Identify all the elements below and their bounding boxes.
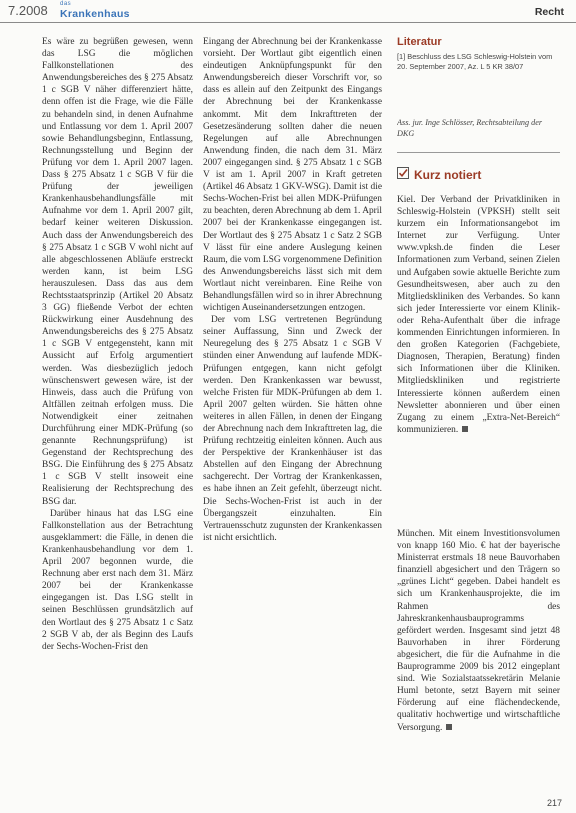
logo-main-text: Krankenhaus [60, 8, 130, 20]
news-item [397, 194, 560, 516]
section-title: Recht [534, 6, 564, 18]
news-text: München. Mit einem Investitionsvolumen von knapp 160 Mio. € hat der bayerische Ministerrat erstmals 18 neue Bauvorhaben finanziell abgesichert und den Trägern so „grünes Licht“ gegeben. Dabei handelt es sich um Krankenhausprojekte, die im Rahmen des Jahreskrankenhausbauprogramms gefördert werden. Insgesamt sind jetzt 48 Bauvorhaben in ihrer Förderung abgesichert, die für die Aufnahme in die Bauprogramme 2009 bis 2012 eingeplant sind. Wie Sozialstaatssekretärin Melanie Huml betonte, setzt Bayern mit seiner Förderung auf eine flächendeckende, qualitativ hochwertige und wirtschaftliche Versorgung. [397, 529, 560, 733]
news-heading: Kurz notiert [414, 167, 482, 182]
issue-number: 7.2008 [8, 3, 48, 18]
sidebar-column [397, 36, 560, 778]
literature-item: [1] Beschluss des LSG Schleswig-Holstein vom 20. September 2007, Az. L 5 KR 38/07 [397, 52, 553, 71]
news-text: Kiel. Der Verband der Privatkliniken in Schleswig-Holstein (VPKSH) stellt seit kurzem ein Informationsangebot im Internet zur Verfügung. Unter www.vpksh.de finden die Leser Informationen zum Verband, seinen Zielen und Aufgaben sowie aktuelle Berichte zum Gesundheitswesen, aber auch zu den Mitgliedskliniken des Verbandes. So kann sich jeder Interessierte vor einem Klinik- oder Reha-Aufenthalt über die infrage kommenden Einrichtungen informieren. In den großen Kategorien (Fachgebiete, Diagnosen, Therapien, Beratung) finden sich Informationen über die Kliniken. Mitgliedskliniken und registrierte Interessierte können außerdem einen Newsletter abonnieren und über einen Zugang zu einem „Extra-Net-Bereich“ kommunizieren. [397, 195, 560, 435]
article-author: Ass. jur. Inge Schlösser, Rechtsabteilung der DKG [397, 118, 543, 138]
logo-small-text: das [60, 1, 72, 7]
article-paragraph: Der vom LSG vertretenen Begründung seiner Auffassung, Sinn und Zweck der Neuregelung des § 275 Absatz 1 c SGB V stünden einer Anwendung auf laufende MDK-Prüfungen entgegen, kann nicht gefolgt werden. Den Krankenkassen war bewusst, welche Fristen für MDK-Prüfungen ab dem 1. April 2007 gelten würden. Sie hätten ohne weiteres in allen Fällen, in denen der Eingang der Abrechnung nach dem Inkrafttreten lag, die Prüfung rechtzeitig einleiten können. Auch aus der Perspektive der Krankenhäuser ist das Abstellen auf den Eingang der Abrechnung sachgerecht. Der Vortrag der Krankenkassen, es habe ihnen an Zeit gefehlt, überzeugt nicht. Die Sechs-Wochen-Frist ist auch in der Übergangszeit einzuhalten. Ein Vertrauensschutz zugunsten der Krankenkassen ist nicht ersichtlich. [203, 315, 382, 543]
journal-logo [60, 1, 130, 20]
article-column-1 [42, 36, 193, 778]
sidebar-divider [397, 152, 560, 153]
header-divider [0, 22, 576, 23]
page-number: 217 [546, 798, 562, 808]
literature-heading: Literatur [397, 36, 442, 48]
end-mark-icon [446, 724, 452, 730]
check-box-icon [397, 167, 409, 183]
end-mark-icon [462, 426, 468, 432]
news-item [397, 528, 560, 778]
article-paragraph: Darüber hinaus hat das LSG eine Fallkonstellation aus der Betrachtung ausgeklammert: die Fälle, in denen die Krankenhausbehandlung vor dem 1. April 2007 begonnen wurde, die Rechnung aber erst nach dem 31. März 2007 bei der Krankenkasse eingegangen ist. Das LSG stellt in seinen Beschlüssen grundsätzlich auf den Wortlaut des § 275 Absatz 1 c Satz 2 SGB V ab, der als Beginn des Laufs der Sechs-Wochen-Frist den [42, 508, 193, 652]
article-paragraph: Eingang der Abrechnung bei der Krankenkasse vorsieht. Der Wortlaut gibt eigentlich einen eindeutigen Anknüpfungspunkt für den Anwendungsbereich dieser Vorschrift vor, so dass es allein auf den Zeitpunkt des Eingangs der Abrechnung bei der Krankenkasse ankommt. Mit dem Inkrafttreten der Gesetzesänderung sollten daher die neuen Regelungen auf alle Abrechnungen Anwendung finden, die nach dem 31. März 2007 eingegangen sind. § 275 Absatz 1 c SGB V ist am 1. April 2007 in Kraft getreten (Artikel 46 Absatz 1 GKV-WSG). Damit ist die Sechs-Wochen-Frist bei allen MDK-Prüfungen zu beachten, deren Abrechnung ab dem 1. April 2007 bei der Krankenkasse eingegangen ist. Der Wortlaut des § 275 Absatz 1 c Satz 2 SGB V lässt für eine andere Auslegung keinen Raum, die vom LSG vorgenommene Definition des Anwendungsbereichs lässt sich mit dem Wortlaut nicht vereinbaren. Eine Reihe von Behandlungsfällen wird so in ihrer Abrechnung wichtigen Auseinandersetzungen entzogen. [203, 37, 382, 314]
article-paragraph: Es wäre zu begrüßen gewesen, wenn das LSG die möglichen Fallkonstellationen des Anwendungsbereiches des § 275 Absatz 1 c SGB V näher differenziert hätte, denn offen ist die Frage, wie die Fälle zu behandeln sind, in denen Aufnahme und Entlassung vor dem 1. April 2007 sowie Behandlungsbeginn, Entlassung, Rechnungsstellung und Beginn der Prüfung vor dem 1. April 2007 lagen. Dass § 275 Absatz 1 c SGB V für die Prüfung der jeweiligen Krankenhausbehandlungsfälle mit Aufnahme vor dem 1. April 2007 gilt, bedarf keiner weiteren Diskussion. Auch dass der Anwendungsbereich des § 275 Absatz 1 c SGB V wohl nicht auf alle abgeschlossenen Abläufe erstreckt werden kann, ist beim LSG herauszulesen. Dass das aus dem Rechtsstaatsprinzip (Artikel 20 Absatz 3 GG) fließende Verbot der echten Rückwirkung einer Ausdehnung des Anwendungsbereichs des § 275 Absatz 1 c SGB V entgegensteht, kann mit Aussicht auf Erfolg argumentiert werden. Was diesbezüglich jedoch wünschenswert gewesen wäre, ist der Hinweis, dass auch die Prüfung von Altfällen zeitnah erfolgen muss. Die Notwendigkeit einer zeitnahen Durchführung einer MDK-Prüfung (so genannte Rechnungsprüfung) ist Gegenstand der Rechtsprechung des BSG. Die Einführung des § 275 Absatz 1 c SGB V stellt insoweit eine Realisierung der Rechtsprechung des BSG dar. [42, 37, 193, 507]
article-column-2 [203, 36, 382, 778]
news-heading-row [397, 167, 481, 183]
